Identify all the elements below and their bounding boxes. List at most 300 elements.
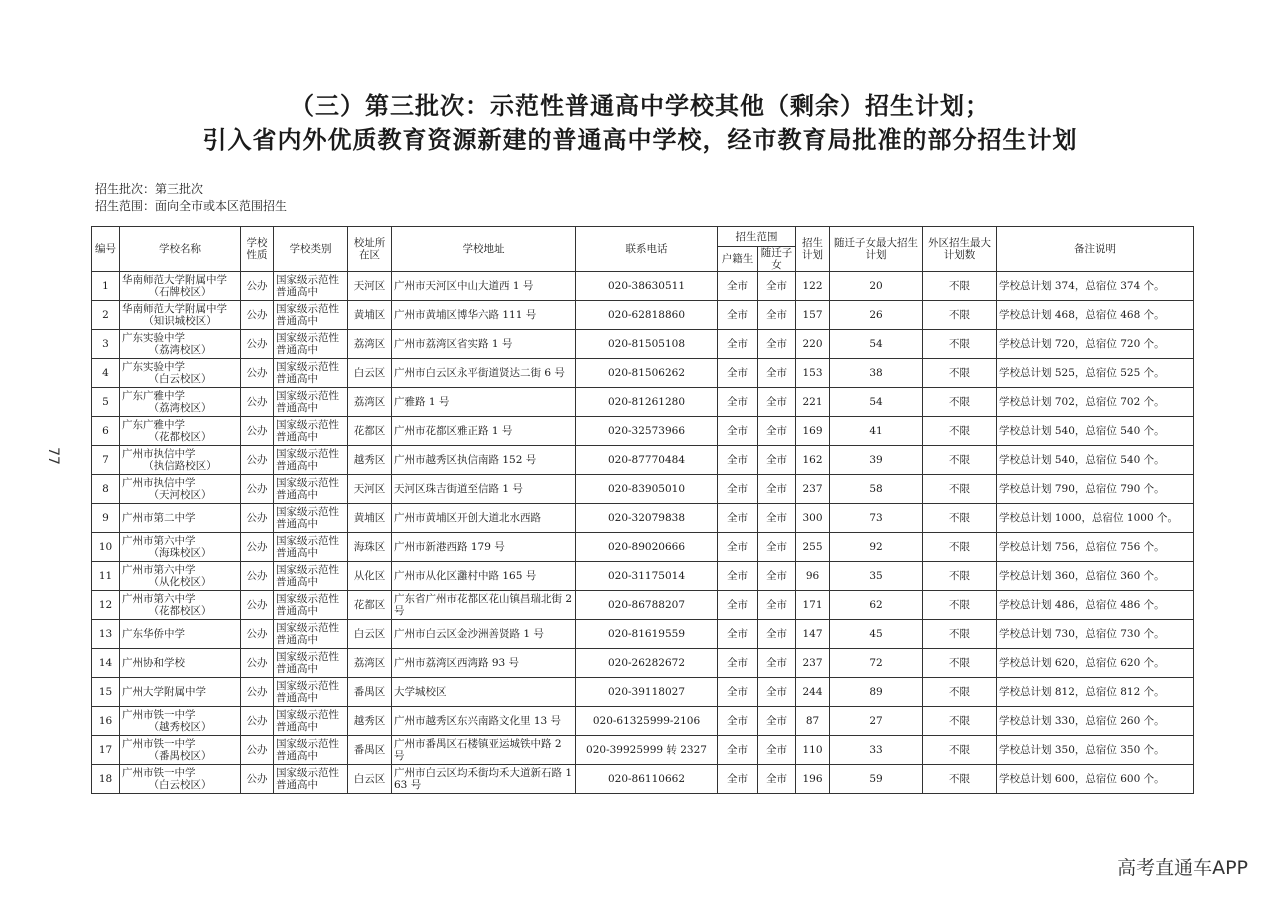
cell-migrant-max: 35 — [830, 562, 923, 591]
cell-plan: 237 — [796, 649, 830, 678]
cell-no: 6 — [92, 417, 120, 446]
cell-no: 3 — [92, 330, 120, 359]
cell-migrant-max: 39 — [830, 446, 923, 475]
batch-info: 招生批次：第三批次 — [95, 182, 204, 196]
cell-district: 荔湾区 — [348, 330, 392, 359]
cell-plan: 221 — [796, 388, 830, 417]
cell-school-name — [120, 765, 241, 794]
cell-phone: 020-81505108 — [576, 330, 718, 359]
cell-address: 广州市黄埔区开创大道北水西路 — [392, 504, 576, 533]
cell-category: 国家级示范性普通高中 — [274, 765, 348, 794]
cell-remarks: 学校总计划 702，总宿位 702 个。 — [997, 388, 1194, 417]
header-category: 学校类别 — [274, 227, 348, 272]
cell-nature: 公办 — [241, 301, 274, 330]
cell-school-name — [120, 446, 241, 475]
cell-plan: 169 — [796, 417, 830, 446]
cell-category: 国家级示范性普通高中 — [274, 591, 348, 620]
cell-school-name — [120, 562, 241, 591]
cell-migrant-max: 45 — [830, 620, 923, 649]
cell-phone: 020-81261280 — [576, 388, 718, 417]
cell-district: 越秀区 — [348, 707, 392, 736]
table-row — [92, 417, 1194, 446]
school-name: 广东广雅中学 — [122, 390, 185, 402]
school-campus: （知识城校区） — [143, 315, 217, 327]
cell-plan: 162 — [796, 446, 830, 475]
cell-plan: 157 — [796, 301, 830, 330]
school-name: 广州协和学校 — [122, 657, 185, 669]
cell-no: 2 — [92, 301, 120, 330]
school-campus: （白云校区） — [148, 373, 212, 385]
cell-nature: 公办 — [241, 620, 274, 649]
cell-outside-max: 不限 — [923, 417, 997, 446]
cell-address: 广州市白云区永平街道贤达二街 6 号 — [392, 359, 576, 388]
cell-plan: 87 — [796, 707, 830, 736]
cell-category: 国家级示范性普通高中 — [274, 533, 348, 562]
cell-remarks: 学校总计划 600，总宿位 600 个。 — [997, 765, 1194, 794]
school-campus: （执信路校区） — [143, 460, 217, 472]
cell-nature: 公办 — [241, 533, 274, 562]
cell-nature: 公办 — [241, 272, 274, 301]
cell-district: 荔湾区 — [348, 388, 392, 417]
cell-phone: 020-81506262 — [576, 359, 718, 388]
header-migrant: 随迁子女 — [758, 247, 796, 272]
cell-school-name — [120, 475, 241, 504]
cell-no: 8 — [92, 475, 120, 504]
cell-nature: 公办 — [241, 504, 274, 533]
cell-plan: 147 — [796, 620, 830, 649]
table-row — [92, 591, 1194, 620]
cell-migrant: 全市 — [758, 591, 796, 620]
cell-household: 全市 — [718, 562, 758, 591]
school-name: 广东实验中学 — [122, 332, 185, 344]
cell-category: 国家级示范性普通高中 — [274, 475, 348, 504]
header-address: 学校地址 — [392, 227, 576, 272]
cell-phone: 020-26282672 — [576, 649, 718, 678]
cell-category: 国家级示范性普通高中 — [274, 649, 348, 678]
cell-address: 广州市从化区灉村中路 165 号 — [392, 562, 576, 591]
cell-outside-max: 不限 — [923, 562, 997, 591]
cell-outside-max: 不限 — [923, 707, 997, 736]
table-row — [92, 504, 1194, 533]
cell-school-name — [120, 330, 241, 359]
cell-school-name — [120, 504, 241, 533]
cell-school-name — [120, 272, 241, 301]
cell-outside-max: 不限 — [923, 736, 997, 765]
cell-address: 大学城校区 — [392, 678, 576, 707]
cell-no: 9 — [92, 504, 120, 533]
cell-plan: 255 — [796, 533, 830, 562]
cell-nature: 公办 — [241, 649, 274, 678]
school-campus: （荔湾校区） — [148, 344, 212, 356]
cell-category: 国家级示范性普通高中 — [274, 562, 348, 591]
cell-migrant: 全市 — [758, 417, 796, 446]
cell-phone: 020-62818860 — [576, 301, 718, 330]
cell-outside-max: 不限 — [923, 446, 997, 475]
cell-category: 国家级示范性普通高中 — [274, 359, 348, 388]
cell-school-name — [120, 359, 241, 388]
cell-address: 广东省广州市花都区花山镇昌瑞北街 2 号 — [392, 591, 576, 620]
watermark: 高考直通车APP — [1117, 857, 1248, 879]
page-number: 77 — [44, 447, 61, 465]
cell-remarks: 学校总计划 374，总宿位 374 个。 — [997, 272, 1194, 301]
cell-district: 黄埔区 — [348, 301, 392, 330]
cell-district: 白云区 — [348, 620, 392, 649]
cell-nature: 公办 — [241, 765, 274, 794]
cell-household: 全市 — [718, 504, 758, 533]
cell-district: 海珠区 — [348, 533, 392, 562]
cell-district: 越秀区 — [348, 446, 392, 475]
cell-household: 全市 — [718, 765, 758, 794]
cell-migrant: 全市 — [758, 562, 796, 591]
school-name: 广州市执信中学 — [122, 448, 196, 460]
cell-migrant-max: 58 — [830, 475, 923, 504]
cell-migrant-max: 89 — [830, 678, 923, 707]
cell-phone: 020-86788207 — [576, 591, 718, 620]
cell-migrant: 全市 — [758, 736, 796, 765]
cell-outside-max: 不限 — [923, 272, 997, 301]
cell-phone: 020-86110662 — [576, 765, 718, 794]
cell-no: 7 — [92, 446, 120, 475]
cell-remarks: 学校总计划 486，总宿位 486 个。 — [997, 591, 1194, 620]
cell-migrant-max: 72 — [830, 649, 923, 678]
cell-outside-max: 不限 — [923, 620, 997, 649]
table-row — [92, 707, 1194, 736]
school-name: 广州市第二中学 — [122, 512, 196, 524]
cell-school-name — [120, 707, 241, 736]
cell-nature: 公办 — [241, 591, 274, 620]
school-campus: （荔湾校区） — [148, 402, 212, 414]
cell-no: 18 — [92, 765, 120, 794]
cell-district: 花都区 — [348, 417, 392, 446]
header-nature: 学校性质 — [241, 227, 274, 272]
cell-district: 荔湾区 — [348, 649, 392, 678]
cell-nature: 公办 — [241, 736, 274, 765]
cell-no: 1 — [92, 272, 120, 301]
document-title-line-2: 引入省内外优质教育资源新建的普通高中学校，经市教育局批准的部分招生计划 — [202, 126, 1078, 154]
header-outside-max: 外区招生最大计划数 — [923, 227, 997, 272]
cell-remarks: 学校总计划 540，总宿位 540 个。 — [997, 417, 1194, 446]
cell-category: 国家级示范性普通高中 — [274, 504, 348, 533]
cell-remarks: 学校总计划 1000，总宿位 1000 个。 — [997, 504, 1194, 533]
cell-address: 广州市黄埔区博华六路 111 号 — [392, 301, 576, 330]
cell-remarks: 学校总计划 812，总宿位 812 个。 — [997, 678, 1194, 707]
cell-migrant-max: 27 — [830, 707, 923, 736]
header-no: 编号 — [92, 227, 120, 272]
school-name: 广州市第六中学 — [122, 535, 196, 547]
cell-phone: 020-87770484 — [576, 446, 718, 475]
cell-remarks: 学校总计划 525，总宿位 525 个。 — [997, 359, 1194, 388]
cell-migrant: 全市 — [758, 620, 796, 649]
cell-plan: 96 — [796, 562, 830, 591]
cell-school-name — [120, 591, 241, 620]
cell-no: 13 — [92, 620, 120, 649]
cell-household: 全市 — [718, 707, 758, 736]
cell-migrant: 全市 — [758, 707, 796, 736]
cell-district: 黄埔区 — [348, 504, 392, 533]
header-remarks: 备注说明 — [997, 227, 1194, 272]
table-row — [92, 272, 1194, 301]
cell-nature: 公办 — [241, 475, 274, 504]
cell-address: 广州市天河区中山大道西 1 号 — [392, 272, 576, 301]
cell-plan: 237 — [796, 475, 830, 504]
cell-school-name — [120, 678, 241, 707]
cell-outside-max: 不限 — [923, 533, 997, 562]
cell-migrant-max: 54 — [830, 330, 923, 359]
cell-category: 国家级示范性普通高中 — [274, 301, 348, 330]
school-name: 华南师范大学附属中学 — [122, 274, 227, 286]
cell-no: 16 — [92, 707, 120, 736]
header-plan: 招生计划 — [796, 227, 830, 272]
cell-nature: 公办 — [241, 359, 274, 388]
cell-outside-max: 不限 — [923, 330, 997, 359]
cell-category: 国家级示范性普通高中 — [274, 272, 348, 301]
cell-plan: 153 — [796, 359, 830, 388]
cell-remarks: 学校总计划 360，总宿位 360 个。 — [997, 562, 1194, 591]
cell-phone: 020-31175014 — [576, 562, 718, 591]
school-name: 广州大学附属中学 — [122, 686, 206, 698]
table-header — [92, 227, 1194, 272]
cell-district: 白云区 — [348, 359, 392, 388]
school-campus: （石牌校区） — [148, 286, 212, 298]
cell-address: 广州市越秀区执信南路 152 号 — [392, 446, 576, 475]
cell-outside-max: 不限 — [923, 591, 997, 620]
cell-migrant: 全市 — [758, 765, 796, 794]
school-campus: （从化校区） — [148, 576, 212, 588]
cell-address: 广州市花都区雅正路 1 号 — [392, 417, 576, 446]
cell-school-name — [120, 417, 241, 446]
cell-household: 全市 — [718, 678, 758, 707]
cell-phone: 020-39925999 转 2327 — [576, 736, 718, 765]
school-name: 广州市铁一中学 — [122, 709, 196, 721]
cell-category: 国家级示范性普通高中 — [274, 707, 348, 736]
cell-remarks: 学校总计划 620，总宿位 620 个。 — [997, 649, 1194, 678]
cell-migrant: 全市 — [758, 301, 796, 330]
cell-household: 全市 — [718, 533, 758, 562]
cell-category: 国家级示范性普通高中 — [274, 736, 348, 765]
table-row — [92, 388, 1194, 417]
cell-phone: 020-83905010 — [576, 475, 718, 504]
cell-plan: 110 — [796, 736, 830, 765]
cell-remarks: 学校总计划 350，总宿位 350 个。 — [997, 736, 1194, 765]
school-name: 广州市执信中学 — [122, 477, 196, 489]
cell-remarks: 学校总计划 540，总宿位 540 个。 — [997, 446, 1194, 475]
header-migrant-max: 随迁子女最大招生计划 — [830, 227, 923, 272]
cell-category: 国家级示范性普通高中 — [274, 620, 348, 649]
cell-outside-max: 不限 — [923, 765, 997, 794]
table-row — [92, 301, 1194, 330]
cell-migrant: 全市 — [758, 446, 796, 475]
cell-household: 全市 — [718, 272, 758, 301]
cell-household: 全市 — [718, 330, 758, 359]
cell-address: 广雅路 1 号 — [392, 388, 576, 417]
cell-plan: 122 — [796, 272, 830, 301]
cell-category: 国家级示范性普通高中 — [274, 330, 348, 359]
cell-category: 国家级示范性普通高中 — [274, 446, 348, 475]
cell-migrant: 全市 — [758, 533, 796, 562]
document-title-line-1: （三）第三批次：示范性普通高中学校其他（剩余）招生计划； — [290, 92, 990, 120]
school-campus: （天河校区） — [148, 489, 212, 501]
cell-address: 广州市新港西路 179 号 — [392, 533, 576, 562]
school-name: 广东华侨中学 — [122, 628, 185, 640]
cell-no: 14 — [92, 649, 120, 678]
cell-outside-max: 不限 — [923, 678, 997, 707]
cell-address: 广州市白云区金沙洲善贤路 1 号 — [392, 620, 576, 649]
table-row — [92, 446, 1194, 475]
school-name: 广州市铁一中学 — [122, 767, 196, 779]
school-name: 广州市第六中学 — [122, 593, 196, 605]
cell-district: 白云区 — [348, 765, 392, 794]
scope-info: 招生范围：面向全市或本区范围招生 — [95, 199, 288, 213]
cell-household: 全市 — [718, 649, 758, 678]
cell-migrant-max: 92 — [830, 533, 923, 562]
school-campus: （越秀校区） — [148, 721, 212, 733]
cell-migrant-max: 59 — [830, 765, 923, 794]
cell-nature: 公办 — [241, 330, 274, 359]
cell-no: 5 — [92, 388, 120, 417]
cell-migrant: 全市 — [758, 504, 796, 533]
cell-remarks: 学校总计划 720，总宿位 720 个。 — [997, 330, 1194, 359]
table-row — [92, 649, 1194, 678]
cell-nature: 公办 — [241, 446, 274, 475]
school-campus: （花都校区） — [148, 431, 212, 443]
cell-district: 天河区 — [348, 272, 392, 301]
school-campus: （花都校区） — [148, 605, 212, 617]
cell-nature: 公办 — [241, 388, 274, 417]
cell-household: 全市 — [718, 301, 758, 330]
cell-migrant: 全市 — [758, 475, 796, 504]
cell-remarks: 学校总计划 790，总宿位 790 个。 — [997, 475, 1194, 504]
cell-nature: 公办 — [241, 707, 274, 736]
cell-remarks: 学校总计划 468，总宿位 468 个。 — [997, 301, 1194, 330]
cell-migrant-max: 20 — [830, 272, 923, 301]
table-row — [92, 533, 1194, 562]
cell-outside-max: 不限 — [923, 388, 997, 417]
cell-remarks: 学校总计划 756，总宿位 756 个。 — [997, 533, 1194, 562]
cell-plan: 171 — [796, 591, 830, 620]
cell-migrant: 全市 — [758, 330, 796, 359]
cell-migrant: 全市 — [758, 649, 796, 678]
cell-migrant: 全市 — [758, 272, 796, 301]
enrollment-plan-table — [91, 226, 1194, 794]
cell-nature: 公办 — [241, 678, 274, 707]
school-name: 广州市第六中学 — [122, 564, 196, 576]
cell-no: 11 — [92, 562, 120, 591]
header-school-name: 学校名称 — [120, 227, 241, 272]
cell-household: 全市 — [718, 388, 758, 417]
cell-phone: 020-32573966 — [576, 417, 718, 446]
cell-district: 从化区 — [348, 562, 392, 591]
table-body — [92, 272, 1194, 794]
cell-phone: 020-89020666 — [576, 533, 718, 562]
school-name: 广东广雅中学 — [122, 419, 185, 431]
cell-no: 15 — [92, 678, 120, 707]
cell-household: 全市 — [718, 417, 758, 446]
cell-migrant-max: 62 — [830, 591, 923, 620]
cell-school-name — [120, 533, 241, 562]
cell-school-name — [120, 736, 241, 765]
cell-migrant-max: 41 — [830, 417, 923, 446]
cell-category: 国家级示范性普通高中 — [274, 388, 348, 417]
cell-no: 4 — [92, 359, 120, 388]
cell-category: 国家级示范性普通高中 — [274, 417, 348, 446]
school-campus: （番禺校区） — [148, 750, 212, 762]
cell-outside-max: 不限 — [923, 301, 997, 330]
cell-outside-max: 不限 — [923, 475, 997, 504]
table-row — [92, 359, 1194, 388]
cell-household: 全市 — [718, 591, 758, 620]
cell-migrant-max: 54 — [830, 388, 923, 417]
school-name: 广州市铁一中学 — [122, 738, 196, 750]
cell-address: 广州市荔湾区省实路 1 号 — [392, 330, 576, 359]
cell-remarks: 学校总计划 330，总宿位 260 个。 — [997, 707, 1194, 736]
cell-school-name — [120, 301, 241, 330]
cell-outside-max: 不限 — [923, 649, 997, 678]
cell-district: 天河区 — [348, 475, 392, 504]
cell-phone: 020-38630511 — [576, 272, 718, 301]
cell-no: 12 — [92, 591, 120, 620]
header-scope-group: 招生范围 — [718, 227, 796, 247]
cell-address: 广州市荔湾区西湾路 93 号 — [392, 649, 576, 678]
cell-category: 国家级示范性普通高中 — [274, 678, 348, 707]
cell-migrant-max: 38 — [830, 359, 923, 388]
school-campus: （海珠校区） — [148, 547, 212, 559]
table-row — [92, 330, 1194, 359]
cell-migrant: 全市 — [758, 678, 796, 707]
cell-migrant-max: 73 — [830, 504, 923, 533]
cell-phone: 020-61325999-2106 — [576, 707, 718, 736]
cell-address: 广州市白云区均禾街均禾大道新石路 163 号 — [392, 765, 576, 794]
school-campus: （白云校区） — [148, 779, 212, 791]
school-name: 广东实验中学 — [122, 361, 185, 373]
cell-remarks: 学校总计划 730，总宿位 730 个。 — [997, 620, 1194, 649]
header-household: 户籍生 — [718, 247, 758, 272]
cell-no: 10 — [92, 533, 120, 562]
cell-school-name — [120, 388, 241, 417]
header-phone: 联系电话 — [576, 227, 718, 272]
cell-school-name — [120, 649, 241, 678]
table-row — [92, 678, 1194, 707]
cell-district: 花都区 — [348, 591, 392, 620]
cell-no: 17 — [92, 736, 120, 765]
table-row — [92, 475, 1194, 504]
cell-household: 全市 — [718, 359, 758, 388]
cell-address: 广州市越秀区东兴南路文化里 13 号 — [392, 707, 576, 736]
cell-household: 全市 — [718, 620, 758, 649]
cell-plan: 300 — [796, 504, 830, 533]
cell-plan: 244 — [796, 678, 830, 707]
cell-address: 广州市番禺区石楼镇亚运城铁中路 2 号 — [392, 736, 576, 765]
table-row — [92, 562, 1194, 591]
cell-migrant: 全市 — [758, 359, 796, 388]
cell-household: 全市 — [718, 446, 758, 475]
table-row — [92, 765, 1194, 794]
cell-household: 全市 — [718, 736, 758, 765]
cell-plan: 196 — [796, 765, 830, 794]
cell-migrant: 全市 — [758, 388, 796, 417]
cell-household: 全市 — [718, 475, 758, 504]
cell-district: 番禺区 — [348, 678, 392, 707]
cell-district: 番禺区 — [348, 736, 392, 765]
school-name: 华南师范大学附属中学 — [122, 303, 227, 315]
header-district: 校址所在区 — [348, 227, 392, 272]
cell-phone: 020-32079838 — [576, 504, 718, 533]
table-row — [92, 620, 1194, 649]
cell-plan: 220 — [796, 330, 830, 359]
cell-migrant-max: 33 — [830, 736, 923, 765]
table-row — [92, 736, 1194, 765]
cell-nature: 公办 — [241, 417, 274, 446]
cell-nature: 公办 — [241, 562, 274, 591]
